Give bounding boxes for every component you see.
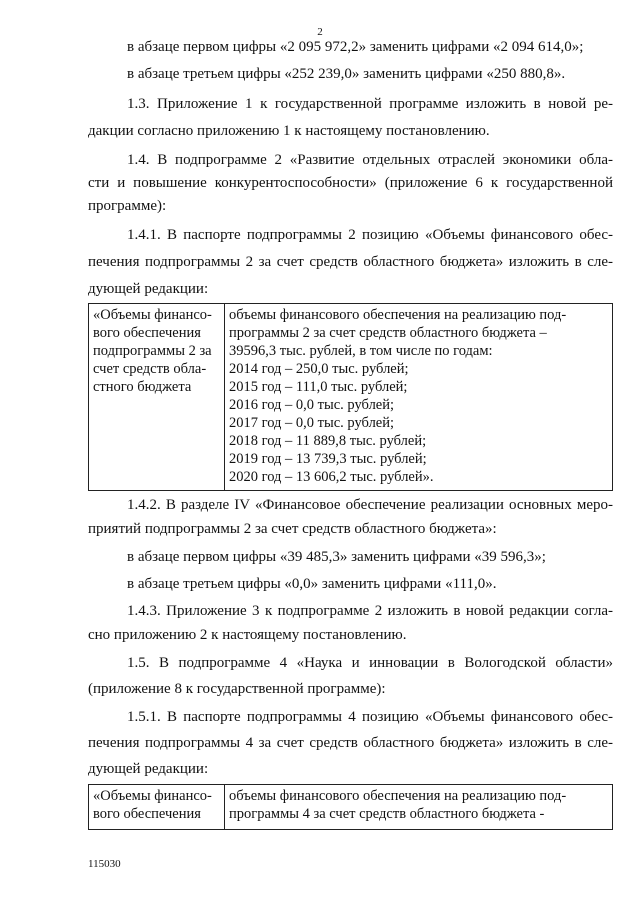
page-number: 2 <box>317 26 323 38</box>
document-code: 115030 <box>88 858 121 870</box>
table-label-cell <box>89 304 225 491</box>
cell-text: подпрограммы 2 за <box>93 343 212 359</box>
cell-text: программы 4 за счет средств областного бюджета - <box>229 806 545 822</box>
paragraph-line: в абзаце третьем цифры «0,0» заменить цифрами «111,0». <box>127 576 497 592</box>
paragraph-line: сно приложению 2 к настоящему постановлению. <box>88 627 407 643</box>
cell-text: объемы финансового обеспечения на реализацию под- <box>229 307 567 323</box>
table-label-cell <box>89 785 225 830</box>
cell-text: 2017 год – 0,0 тыс. рублей; <box>229 415 395 431</box>
cell-text: 2016 год – 0,0 тыс. рублей; <box>229 397 395 413</box>
paragraph-line: печения подпрограммы 4 за счет средств областного бюджета» изложить в сле- <box>88 735 613 751</box>
cell-text: вого обеспечения <box>93 325 201 341</box>
cell-text: 2019 год – 13 739,3 тыс. рублей; <box>229 451 427 467</box>
paragraph-line: 1.5. В подпрограмме 4 «Наука и инновации в Вологодской области» <box>127 655 613 671</box>
cell-text: 2015 год – 111,0 тыс. рублей; <box>229 379 408 395</box>
paragraph-line: 1.4. В подпрограмме 2 «Развитие отдельных отраслей экономики обла- <box>127 152 613 168</box>
cell-text: вого обеспечения <box>93 806 201 822</box>
paragraph-line: сти и повышение конкурентоспособности» (приложение 6 к государственной <box>88 175 613 191</box>
paragraph-line: (приложение 8 к государственной программе): <box>88 681 386 697</box>
paragraph-line: печения подпрограммы 2 за счет средств областного бюджета» изложить в сле- <box>88 254 613 270</box>
funding-table-1 <box>88 303 613 491</box>
paragraph-line: в абзаце третьем цифры «252 239,0» заменить цифрами «250 880,8». <box>127 66 566 82</box>
paragraph-line: приятий подпрограммы 2 за счет средств областного бюджета»: <box>88 521 497 537</box>
cell-text: «Объемы финансо- <box>93 307 212 323</box>
paragraph-line: 1.4.1. В паспорте подпрограммы 2 позицию «Объемы финансового обес- <box>127 227 613 243</box>
paragraph-line: программе): <box>88 198 167 214</box>
paragraph-line: в абзаце первом цифры «39 485,3» заменить цифрами «39 596,3»; <box>127 549 546 565</box>
paragraph-line: дующей редакции: <box>88 281 209 297</box>
paragraph-line: 1.5.1. В паспорте подпрограммы 4 позицию «Объемы финансового обес- <box>127 709 613 725</box>
paragraph-line: в абзаце первом цифры «2 095 972,2» заменить цифрами «2 094 614,0»; <box>127 39 584 55</box>
paragraph-line: дакции согласно приложению 1 к настоящему постановлению. <box>88 123 490 139</box>
cell-text: 2020 год – 13 606,2 тыс. рублей». <box>229 469 434 485</box>
cell-text: объемы финансового обеспечения на реализацию под- <box>229 788 567 804</box>
table-value-cell <box>225 304 613 491</box>
cell-text: 2014 год – 250,0 тыс. рублей; <box>229 361 409 377</box>
cell-text: счет средств обла- <box>93 361 207 377</box>
paragraph-line: 1.4.2. В разделе IV «Финансовое обеспечение реализации основных меро- <box>127 497 613 513</box>
table-value-cell <box>225 785 613 830</box>
cell-text: 39596,3 тыс. рублей, в том числе по годам: <box>229 343 493 359</box>
paragraph-line: 1.4.3. Приложение 3 к подпрограмме 2 изложить в новой редакции согла- <box>127 603 613 619</box>
paragraph-line: дующей редакции: <box>88 761 209 777</box>
paragraph-line: 1.3. Приложение 1 к государственной программе изложить в новой ре- <box>127 96 613 112</box>
funding-table-2 <box>88 784 613 830</box>
cell-text: «Объемы финансо- <box>93 788 212 804</box>
cell-text: 2018 год – 11 889,8 тыс. рублей; <box>229 433 427 449</box>
cell-text: стного бюджета <box>93 379 192 395</box>
cell-text: программы 2 за счет средств областного бюджета – <box>229 325 547 341</box>
